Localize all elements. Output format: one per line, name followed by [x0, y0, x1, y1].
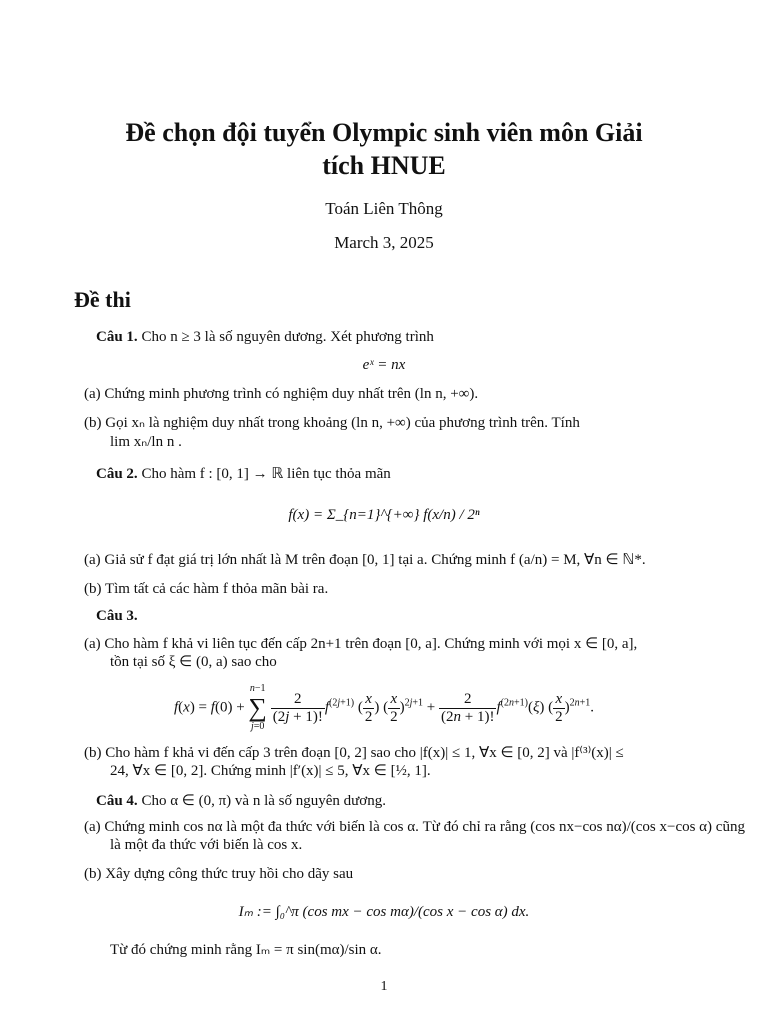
q1-part-b-line1: (b) Gọi xₙ là nghiệm duy nhất trong khoảng (ln n, +∞) của phương trình trên. Tính — [84, 415, 580, 431]
q1-label: Câu 1. — [96, 329, 138, 345]
q4-intro-line — [96, 792, 386, 811]
q3-taylor-formula: f(x) = f(0) + n−1 ∑ j=0 $\frac{2}{(2j + 1)!}$ $f^{(2j+1)}$ ( $\frac{x}{2}$ ) ( $\frac{x}{2}$ )$^{2j+1}$ + $\frac{2}{(2n + 1)!}$ $f^{(2n+1)}(\xi)$ ( $\frac{x}{2}$ )$^{2n+1}$. — [173, 683, 595, 732]
q3-label: Câu 3. — [96, 608, 138, 624]
section-title: Đề thi — [74, 287, 131, 312]
q2-part-b: (b) Tìm tất cả các hàm f thỏa mãn bài ra. — [84, 581, 329, 597]
q3-part-a-line2: tồn tại số ξ ∈ (0, a) sao cho — [110, 654, 277, 670]
q4-part-a-line2: là một đa thức với biến là cos x. — [110, 837, 303, 853]
q3-part-a-line1: (a) Cho hàm f khả vi liên tục đến cấp 2n+1 trên đoạn [0, a]. Chứng minh với mọi x ∈ [0, a], — [84, 636, 638, 652]
q1-intro-line — [96, 328, 434, 347]
q1-equation: eˣ = nx — [362, 357, 406, 373]
q3-part-b-line1: (b) Cho hàm f khả vi đến cấp 3 trên đoạn [0, 2] sao cho |f(x)| ≤ 1, ∀x ∈ [0, 2] và |f⁽³⁾(x)| ≤ — [84, 745, 624, 761]
q4-conclusion: Từ đó chứng minh rằng Iₘ = π sin(mα)/sin α. — [110, 942, 382, 958]
q3-part-b-line2: 24, ∀x ∈ [0, 2]. Chứng minh |f′(x)| ≤ 5, ∀x ∈ [½, 1]. — [110, 763, 431, 779]
paper-title — [0, 116, 768, 182]
page-number: 1 — [380, 979, 388, 994]
q1-part-a: (a) Chứng minh phương trình có nghiệm duy nhất trên (ln n, +∞). — [84, 386, 479, 402]
q2-intro: Cho hàm f : [0, 1] → ℝ liên tục thỏa mãn — [141, 466, 391, 482]
q4-label: Câu 4. — [96, 793, 138, 809]
title-line-2: tích HNUE — [322, 151, 446, 180]
title-line-1: Đề chọn đội tuyển Olympic sinh viên môn Giải — [125, 118, 643, 147]
q2-label: Câu 2. — [96, 466, 138, 482]
q2-equation: f(x) = Σ_{n=1}^{+∞} f(x/n) / 2ⁿ — [288, 507, 480, 523]
q2-part-a: (a) Giả sử f đạt giá trị lớn nhất là M trên đoạn [0, 1] tại a. Chứng minh f (a/n) = M, ∀n ∈ ℕ*. — [84, 552, 646, 568]
q1-part-b-line2: lim xₙ/ln n . — [110, 434, 182, 450]
q1-intro: Cho n ≥ 3 là số nguyên dương. Xét phương trình — [141, 329, 434, 345]
q2-intro-line — [96, 465, 391, 484]
date: March 3, 2025 — [334, 233, 434, 252]
q4-integral: Iₘ := ∫₀^π (cos mx − cos mα)/(cos x − cos α) dx. — [238, 904, 530, 920]
q4-part-b: (b) Xây dựng công thức truy hồi cho dãy sau — [84, 866, 354, 882]
q4-part-a-line1: (a) Chứng minh cos nα là một đa thức với biến là cos α. Từ đó chỉ ra rằng (cos nx−cos nα)/(cos x−cos α) cũng — [84, 819, 745, 835]
q4-intro: Cho α ∈ (0, π) và n là số nguyên dương. — [141, 793, 386, 809]
author: Toán Liên Thông — [325, 199, 443, 218]
